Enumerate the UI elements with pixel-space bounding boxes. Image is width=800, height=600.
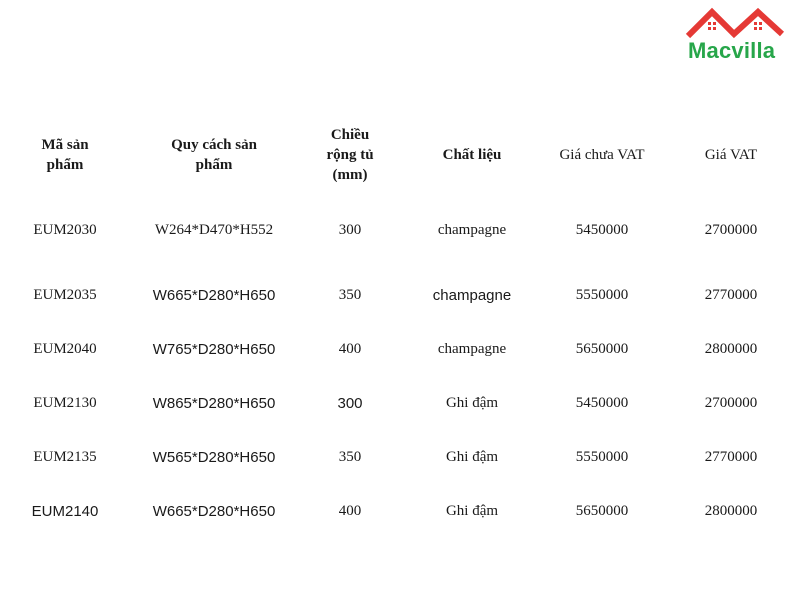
- price-vat: 2770000: [704, 286, 758, 303]
- brand-logo: [684, 4, 796, 66]
- table-row: [0, 322, 800, 376]
- brand-name: Macvilla: [688, 38, 776, 63]
- cabinet-width: 400: [338, 502, 362, 519]
- product-spec: W665*D280*H650: [152, 286, 276, 304]
- product-spec: W765*D280*H650: [152, 340, 276, 358]
- price-vat: 2700000: [704, 394, 758, 411]
- table-row: [0, 192, 800, 268]
- header-material: Chất liệu: [442, 147, 502, 163]
- price-vat: 2770000: [704, 448, 758, 465]
- product-code: EUM2040: [33, 340, 97, 357]
- header-cabinet-width: Chiều rộng tủ (mm): [326, 127, 374, 183]
- product-code: EUM2030: [33, 221, 97, 238]
- table-row: [0, 430, 800, 484]
- product-spec: W264*D470*H552: [154, 221, 274, 238]
- table-row: [0, 376, 800, 430]
- price-excl-vat: 5450000: [575, 394, 629, 411]
- cabinet-width: 350: [338, 286, 362, 303]
- material: champagne: [437, 221, 507, 238]
- material: Ghi đậm: [445, 394, 499, 411]
- product-code: EUM2035: [33, 286, 97, 303]
- material: champagne: [437, 340, 507, 357]
- product-spec: W865*D280*H650: [152, 394, 276, 412]
- table-row: [0, 268, 800, 322]
- product-code: EUM2130: [33, 394, 97, 411]
- price-vat: 2700000: [704, 221, 758, 238]
- product-code: EUM2135: [33, 448, 97, 465]
- price-excl-vat: 5450000: [575, 221, 629, 238]
- header-product-spec: Quy cách sản phẩm: [171, 137, 257, 173]
- price-vat: 2800000: [704, 340, 758, 357]
- cabinet-width: 350: [338, 448, 362, 465]
- material: Ghi đậm: [445, 448, 499, 465]
- header-price-vat: Giá VAT: [704, 147, 758, 163]
- product-spec: W565*D280*H650: [152, 448, 276, 466]
- cabinet-width: 300: [338, 221, 362, 238]
- product-spec: W665*D280*H650: [152, 502, 276, 520]
- header-product-code: Mã sản phẩm: [41, 137, 89, 173]
- product-code: EUM2140: [31, 502, 99, 520]
- price-vat: 2800000: [704, 502, 758, 519]
- cabinet-width: 400: [338, 340, 362, 357]
- material: champagne: [432, 286, 512, 304]
- price-excl-vat: 5650000: [575, 502, 629, 519]
- material: Ghi đậm: [445, 502, 499, 519]
- table-header-row: [0, 118, 800, 192]
- price-excl-vat: 5550000: [575, 448, 629, 465]
- table-row: [0, 484, 800, 538]
- header-price-excl-vat: Giá chưa VAT: [559, 147, 645, 163]
- product-price-table: [0, 118, 800, 538]
- price-excl-vat: 5550000: [575, 286, 629, 303]
- cabinet-width: 300: [337, 394, 363, 412]
- price-excl-vat: 5650000: [575, 340, 629, 357]
